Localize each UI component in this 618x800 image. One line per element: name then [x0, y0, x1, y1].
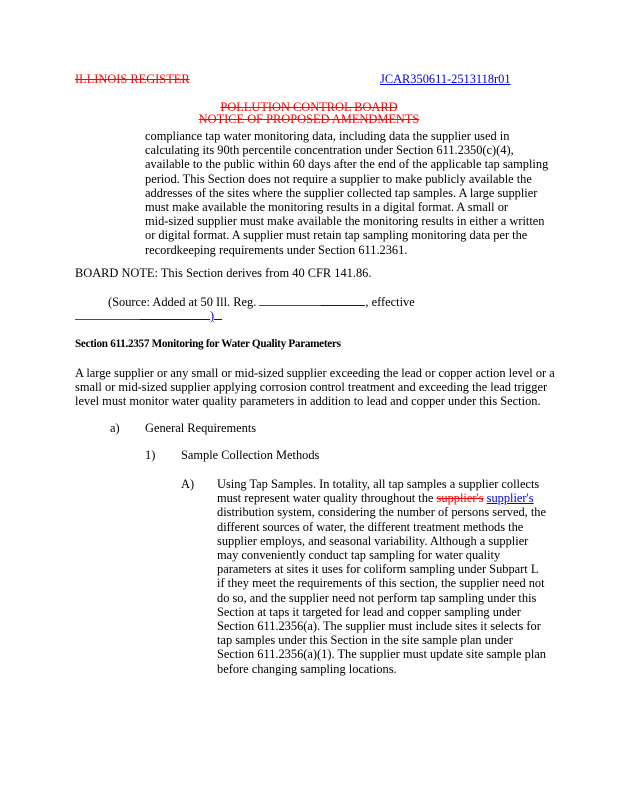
source-close: ) [210, 309, 215, 323]
subsection-A-paragraph [217, 477, 546, 676]
text-line: Section at taps it targeted for lead and copper sampling under [217, 604, 521, 619]
section-heading: Section 611.2357 Monitoring for Water Quality Parameters [75, 338, 341, 350]
intro-paragraph [145, 129, 548, 257]
text-line: parameters at sites it uses for coliform sampling under Subpart L [217, 562, 539, 577]
section-paragraph [75, 366, 555, 409]
notice-title-text: NOTICE OF PROPOSED AMENDMENTS [198, 112, 420, 126]
deleted-text: supplier's [436, 491, 484, 506]
text-line: Section 611.2356(a). The supplier must include sites it selects for [217, 619, 541, 634]
subsection-A-rest [217, 505, 546, 675]
text-line: may conveniently conduct tap sampling for water quality [217, 548, 501, 563]
subsection-A-label: A) [181, 477, 195, 491]
source-prefix: (Source: Added at 50 Ill. Reg. [108, 295, 260, 309]
source-blank-blue [321, 304, 365, 306]
register-header: ILLINOIS REGISTER [75, 72, 190, 86]
document-id-text: JCAR350611-2513118r01 [380, 72, 511, 86]
text-line: compliance tap water monitoring data, including data the supplier used in [145, 129, 510, 143]
board-title-text: POLLUTION CONTROL BOARD [220, 100, 398, 114]
text-line: calculating its 90th percentile concentration under Section 611.2350(c)(4), [145, 143, 514, 158]
text-line: small or mid-sized supplier applying corrosion control treatment and exceeding the lead trigger [75, 380, 548, 395]
subsection-a-heading: General Requirements [145, 421, 257, 435]
source-blank-red [259, 304, 321, 306]
subsection-A-line1: Using Tap Samples. In totality, all tap samples a supplier collects [217, 477, 540, 491]
source-suffix: , effective [365, 295, 415, 309]
source-note [108, 295, 415, 310]
text-line: level must monitor water quality parameters in addition to lead and copper under this Section. [75, 394, 541, 409]
text-line: or digital format. A supplier must retain tap sampling monitoring data per the [145, 228, 528, 243]
effective-blank-blue [140, 318, 210, 320]
subsection-a-label: a) [110, 421, 120, 435]
close-blank [214, 318, 222, 320]
text-line: do so, and the supplier need not perform tap sampling under this [217, 590, 537, 605]
text-line: addresses of the sites where the supplier collected tap samples. A large supplier [145, 185, 538, 200]
text-line: must make available the monitoring results in a digital format. A small or [145, 200, 509, 215]
line2-text: must represent water quality throughout the [217, 491, 437, 506]
text-line: period. This Section does not require a supplier to make publicly available the [145, 171, 532, 186]
text-line: different sources of water, the different treatment methods the [217, 519, 524, 534]
text-line: if they meet the requirements of this section, the supplier need not [217, 576, 545, 591]
text-line: Section 611.2356(a)(1). The supplier must update site sample plan [217, 647, 546, 662]
text-line: before changing sampling locations. [217, 661, 397, 676]
source-effective-line [75, 309, 222, 324]
inserted-text: supplier's [486, 491, 534, 506]
text-line: tap samples under this Section in the site sample plan under [217, 633, 513, 648]
text-line: A large supplier or any small or mid-sized supplier exceeding the lead or copper action level or a [75, 366, 555, 380]
text-line: supplier employs, and seasonal variability. Although a supplier [217, 533, 529, 548]
document-id [380, 72, 511, 87]
board-note: BOARD NOTE: This Section derives from 40 CFR 141.86. [75, 266, 372, 280]
subsection-1-heading: Sample Collection Methods [181, 448, 320, 462]
subsection-1-label: 1) [145, 448, 156, 462]
text-line: mid-sized supplier must make available the monitoring results in either a written [145, 214, 545, 229]
text-line: recordkeeping requirements under Section 611.2361. [145, 242, 408, 257]
subsection-A-line2 [217, 491, 546, 505]
notice-title [0, 113, 618, 125]
text-line: distribution system, considering the number of persons served, the [217, 505, 546, 520]
effective-blank-red [75, 318, 140, 320]
text-line: available to the public within 60 days after the end of the applicable tap sampling [145, 157, 549, 172]
